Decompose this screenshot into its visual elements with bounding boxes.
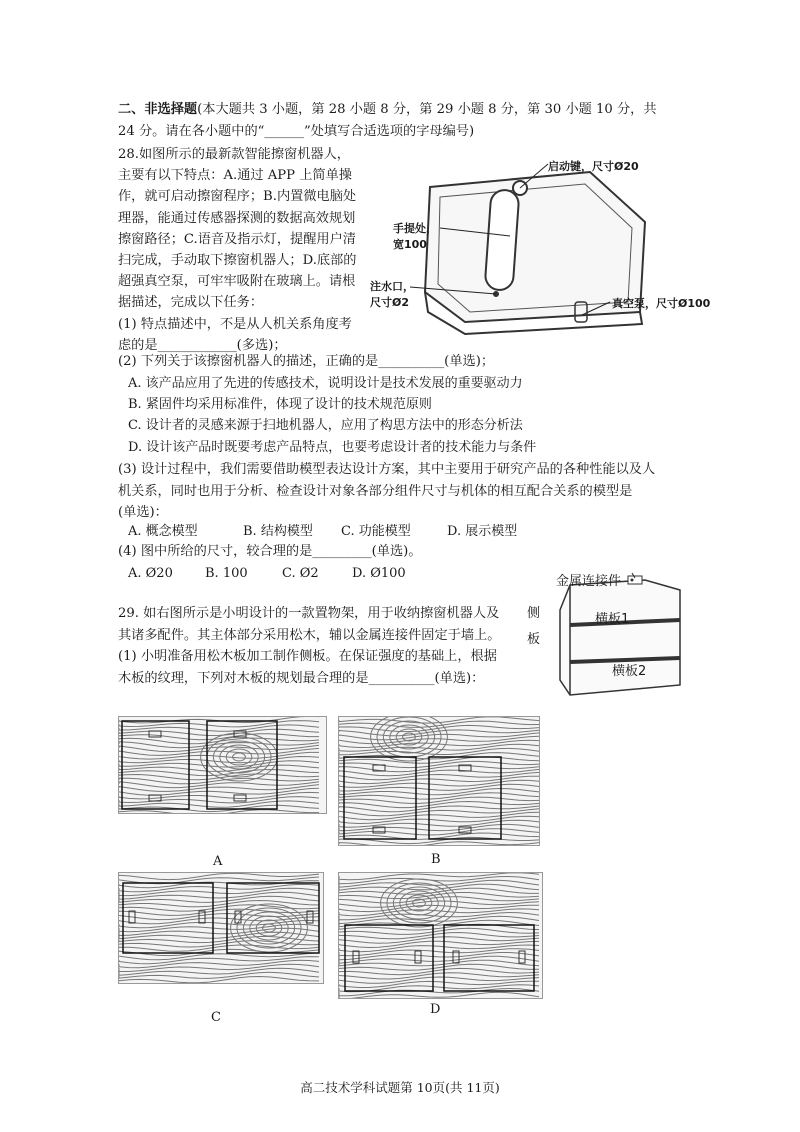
q28-line: 擦窗路径；C.语音及指示灯，提醒用户清 <box>118 231 356 247</box>
q28-sub2: (2) 下列关于该擦窗机器人的描述，正确的是__________(单选)； <box>118 354 495 369</box>
q28-line: 主要有以下特点：A.通过 APP 上简单操 <box>118 168 352 184</box>
shelf-figure <box>540 570 700 705</box>
q28-sub4-option: D. Ø100 <box>352 566 406 581</box>
label-board2: 横板2 <box>612 664 647 679</box>
wood-panel-c <box>118 872 324 984</box>
q28-line: 虑的是____________(多选)； <box>118 337 287 353</box>
q28-sub3-option: C. 功能模型 <box>341 524 411 539</box>
wood-panel-a <box>118 716 327 814</box>
q28-sub4: (4) 图中所给的尺寸，较合理的是_________(单选)。 <box>118 544 422 559</box>
q28-sub4-option: B. 100 <box>205 566 248 581</box>
q28-sub2-option: C. 设计者的灵感来源于扫地机器人，应用了构思方法中的形态分析法 <box>128 418 523 434</box>
q28-sub3-line: (3) 设计过程中，我们需要借助模型表达设计方案，其中主要用于研究产品的各种性能以及人 <box>118 462 656 477</box>
wood-grain-b <box>339 717 539 845</box>
q28-sub2-option: D. 设计该产品时既要考虑产品特点，也要考虑设计者的技术能力与条件 <box>128 439 537 455</box>
q28-sub3-line: (单选)： <box>118 505 168 520</box>
q29-line: 木板的纹理，下列对木板的规划最合理的是__________(单选)： <box>118 670 485 686</box>
wood-grain-a <box>119 717 326 813</box>
q28-sub3-option: D. 展示模型 <box>447 524 518 539</box>
q28-line: (1) 特点描述中，不是从人机关系角度考 <box>118 316 352 332</box>
q28-sub3-line: 机关系，同时也用于分析、检查设计对象各部分组件尺寸与机体的相互配合关系的模型是 <box>118 483 633 499</box>
label-board1: 横板1 <box>595 612 630 627</box>
q28-line: 超强真空泵，可牢牢吸附在玻璃上。请根 <box>118 274 356 290</box>
q29-line: 其诸多配件。其主体部分采用松木，辅以金属连接件固定于墙上。 <box>118 627 501 643</box>
q28-sub2-option: A. 该产品应用了先进的传感技术，说明设计是技术发展的重要驱动力 <box>128 376 523 391</box>
section-header <box>118 100 657 120</box>
q28-line: 扫完成，手动取下擦窗机器人；D.底部的 <box>118 253 357 268</box>
q28-line: 据描述，完成以下任务： <box>118 295 264 311</box>
q28-sub3-option: B. 结构模型 <box>243 524 313 539</box>
wood-panel-b <box>338 716 540 846</box>
panel-label-c: C <box>211 1010 221 1025</box>
wood-grain-d <box>339 873 542 998</box>
label-side-b: 板 <box>527 632 541 647</box>
q28-line: 理器，能通过传感器探测的数据高效规划 <box>118 210 356 226</box>
page-footer: 高二技术学科试题第 10页(共 11页) <box>300 1080 500 1095</box>
section-title: 二、非选择题 <box>118 102 198 117</box>
q28-sub4-option: C. Ø2 <box>282 566 319 581</box>
q29-line: (1) 小明准备用松木板加工制作侧板。在保证强度的基础上，根据 <box>118 649 497 664</box>
label-handle-2: 宽100 <box>393 238 427 251</box>
section-desc-2: 24 分。请在各小题中的“______”处填写合适选项的字母编号) <box>118 124 475 139</box>
q28-sub2-option: B. 紧固件均采用标准件，体现了设计的技术规范原则 <box>128 397 432 413</box>
wood-panel-d <box>338 872 543 999</box>
label-side-a: 侧 <box>527 606 541 621</box>
label-start-key: 启动键，尺寸Ø20 <box>548 160 639 173</box>
panel-label-d: D <box>430 1002 441 1017</box>
q29-line: 29. 如右图所示是小明设计的一款置物架，用于收纳擦窗机器人及 <box>118 606 500 621</box>
q28-line: 28.如图所示的最新款智能擦窗机器人， <box>118 147 350 162</box>
panel-label-a: A <box>213 854 223 869</box>
section-desc-1: (本大题共 3 小题，第 28 小题 8 分，第 29 小题 8 分，第 30 小题 10 分，共 <box>197 102 657 117</box>
label-connector: 金属连接件 <box>556 574 622 589</box>
q28-sub4-option: A. Ø20 <box>128 566 173 581</box>
q28-sub3-option: A. 概念模型 <box>128 524 198 539</box>
label-inlet-1: 注水口， <box>370 280 414 293</box>
wood-grain-c <box>119 873 323 983</box>
q28-line: 作，就可启动擦窗程序；B.内置微电脑处 <box>118 189 357 205</box>
label-handle-1: 手提处， <box>393 222 437 235</box>
panel-label-b: B <box>431 852 441 867</box>
label-inlet-2: 尺寸Ø2 <box>370 296 410 309</box>
label-pump: 真空泵，尺寸Ø100 <box>612 297 711 310</box>
